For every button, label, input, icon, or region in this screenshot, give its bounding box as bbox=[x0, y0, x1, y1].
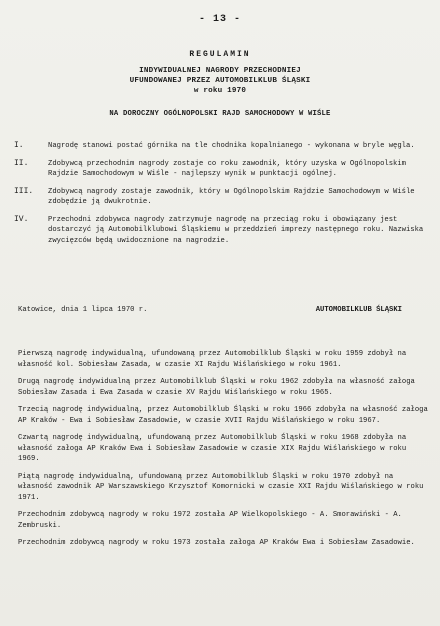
rule-number: IV. bbox=[14, 214, 29, 224]
subtitle-line-1: INDYWIDUALNEJ NAGRODY PRZECHODNIEJ bbox=[139, 67, 301, 75]
rule-number: I. bbox=[14, 141, 24, 150]
note-paragraph: Pierwszą nagrodę indywidualną, ufundowaną przez Automobilklub Śląski w roku 1959 zdobył na własność kol. Sobiesław Zasada, w czasie XI Rajdu Wiślańskiego w roku 1961. bbox=[18, 350, 407, 369]
signature-line bbox=[18, 306, 426, 314]
page-number: - 13 - bbox=[198, 14, 241, 25]
subtitle-line-2: UFUNDOWANEJ PRZEZ AUTOMOBILKLUB ŚLĄSKI bbox=[129, 77, 311, 85]
rule-text: Przechodni zdobywca nagrody zatrzymuje nagrodę na przeciąg roku i obowiązany jest dostarczyć ją Automobilklubowi Śląskiemu w przeddzień imprezy następnego roku. Nazwiska zwycięzców będą uwidocznione na nagrodzie. bbox=[48, 215, 424, 245]
note-paragraph: Trzecią nagrodę indywidualną, przez Automobilklub Śląski w roku 1966 zdobyła na własność załoga AP Kraków - Ewa i Sobiesław Zasadowie, w czasie XVII Rajdu Wiślańskiego w roku 1967. bbox=[18, 406, 428, 425]
organization-signature: AUTOMOBILKLUB ŚLĄSKI bbox=[315, 306, 402, 314]
place-date: Katowice, dnia 1 lipca 1970 r. bbox=[18, 306, 148, 314]
rule-text: Zdobywcą przechodnim nagrody zostaje co roku zawodnik, który uzyska w Ogólnopolskim Rajdzie Samochodowym w Wiśle - najlepszy wynik w punktacji ogólnej. bbox=[48, 159, 406, 178]
winners-notes bbox=[18, 349, 428, 556]
rule-text: Nagrodę stanowi postać górnika na tle chodnika kopalnianego - wykonana w bryle węgla. bbox=[48, 142, 415, 150]
note-paragraph: Piątą nagrodę indywidualną, ufundowaną przez Automobilklub Śląski w roku 1970 zdobył na własność zawodnik AP Warszawskiego Krzysztof Komornicki w czasie XXI Rajdu Wiślańskiego w roku 1971. bbox=[18, 472, 424, 502]
rule-item bbox=[14, 141, 426, 152]
rule-item bbox=[14, 159, 426, 180]
rule-number: III. bbox=[14, 186, 34, 196]
note-paragraph: Drugą nagrodę indywidualną przez Automobilklub Śląski w roku 1962 zdobyła na własność załoga Sobiesław Zasada i Ewa Zasada w czasie XV Rajdu Wiślańskiego w roku 1965. bbox=[18, 378, 415, 397]
rule-text: Zdobywcą nagrody zostaje zawodnik, który w Ogólnopolskim Rajdzie Samochodowym w Wiśle zdobędzie ją dwukrotnie. bbox=[48, 187, 415, 206]
note-paragraph: Czwartą nagrodę indywidualną, ufundowaną przez Automobilklub Śląski w roku 1968 zdobyła na własność załoga AP Kraków Ewa i Sobiesław Zasadowie w czasie XIX Rajdu Wiślańskiego w roku 1969. bbox=[18, 434, 407, 463]
note-paragraph: Przechodnim zdobywcą nagrody w roku 1972 została AP Wielkopolskiego - A. Smorawiński - A. Zembruski. bbox=[18, 511, 402, 530]
subtitle-line-3: w roku 1970 bbox=[193, 87, 247, 95]
document-title: REGULAMIN bbox=[189, 50, 251, 59]
rule-item bbox=[14, 187, 426, 208]
rule-item bbox=[14, 215, 426, 247]
subtitle-line-4: NA DOROCZNY OGÓLNOPOLSKI RAJD SAMOCHODOWY W WIŚLE bbox=[109, 110, 331, 118]
rule-number: II. bbox=[14, 158, 29, 168]
note-paragraph: Przechodnim zdobywcą nagrody w roku 1973 została załoga AP Kraków Ewa i Sobiesław Zasadowie. bbox=[18, 539, 415, 547]
rules-list bbox=[14, 141, 426, 253]
